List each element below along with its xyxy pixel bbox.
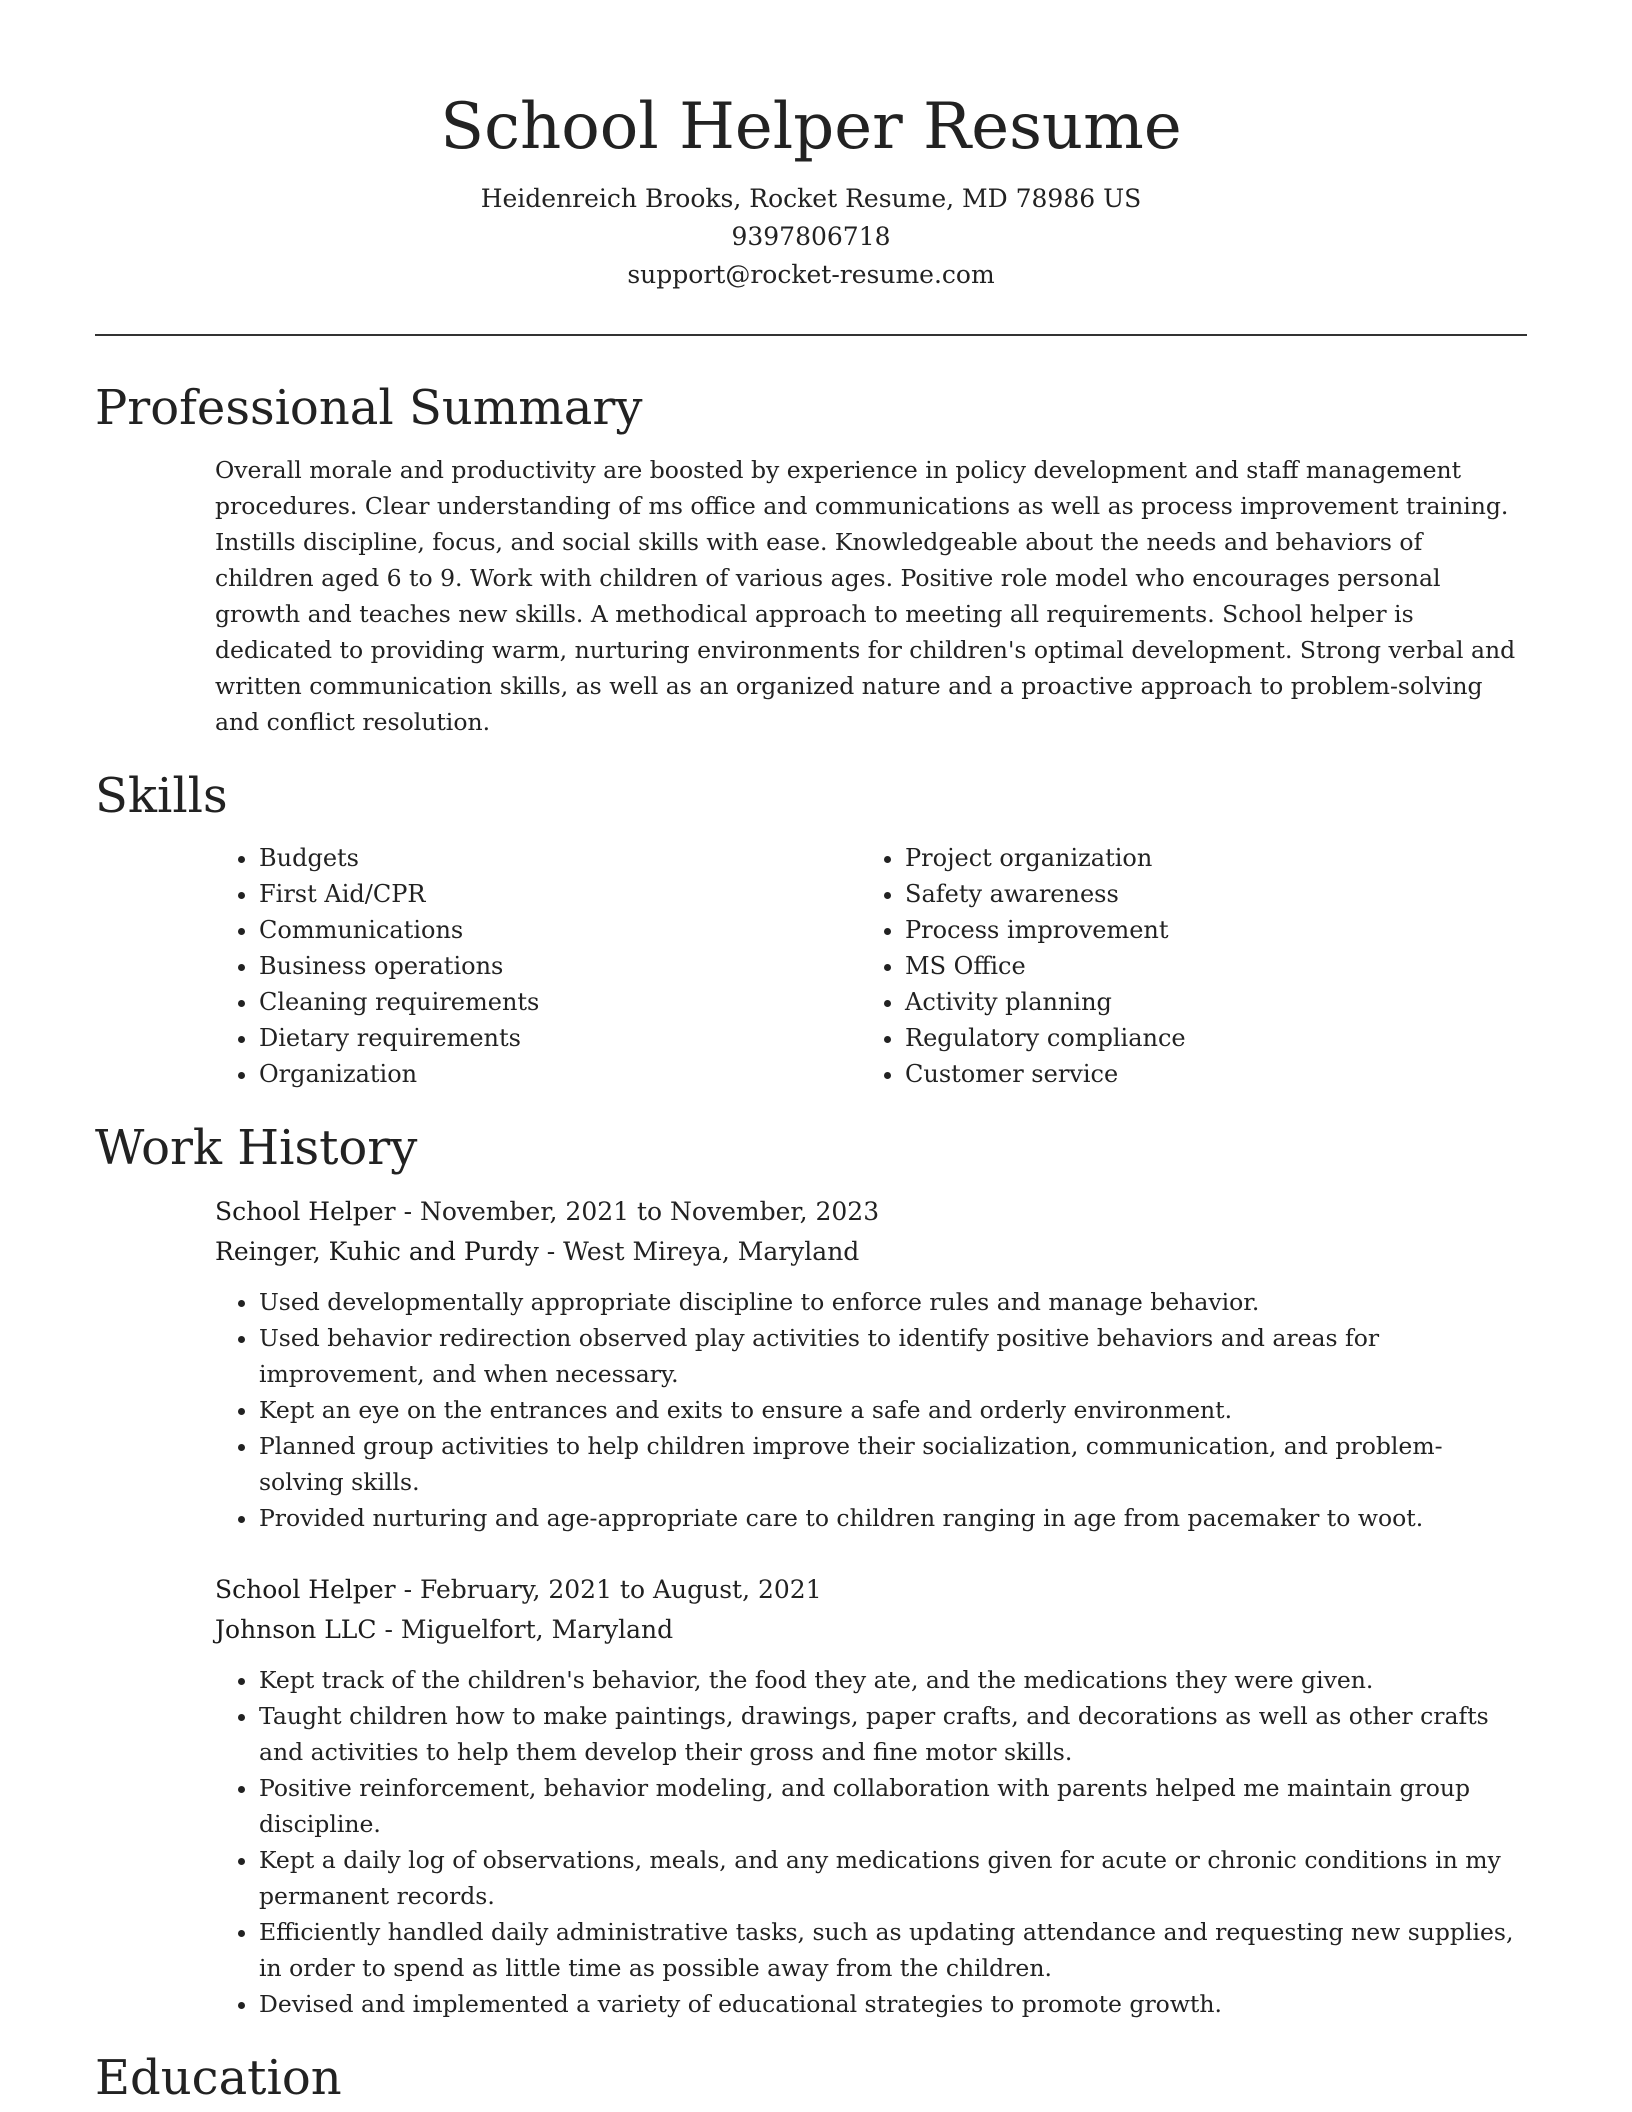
job-bullet: • Devised and implemented a variety of educational strategies to promote growth. <box>259 1986 1527 2022</box>
job-bullet: • Used behavior redirection observed play activities to identify positive behaviors and areas for improvement, and when necessary. <box>259 1320 1527 1392</box>
job-bullet: • Positive reinforcement, behavior modeling, and collaboration with parents helped me maintain group discipline. <box>259 1770 1527 1842</box>
professional-summary-section <box>95 378 1527 740</box>
skills-column-right <box>861 840 1505 1092</box>
job-company: Johnson LLC <box>215 1615 377 1644</box>
job-dates: - February, 2021 to August, 2021 <box>395 1575 822 1604</box>
job-bullet: • Taught children how to make paintings, drawings, paper crafts, and decorations as well as other crafts and activities to help them develop their gross and fine motor skills. <box>259 1698 1527 1770</box>
contact-address: Heidenreich Brooks, Rocket Resume, MD 78986 US <box>480 184 1142 213</box>
skill-item: • Process improvement <box>905 912 1505 948</box>
resume-title: School Helper Resume <box>440 90 1182 164</box>
skill-item: • Business operations <box>259 948 859 984</box>
contact-email: support@rocket-resume.com <box>627 260 995 289</box>
skill-item: • Regulatory compliance <box>905 1020 1505 1056</box>
skill-item: • Budgets <box>259 840 859 876</box>
job-location: - Miguelfort, Maryland <box>376 1615 674 1644</box>
skills-section <box>95 766 1527 1092</box>
skill-item: • Dietary requirements <box>259 1020 859 1056</box>
resume-header <box>95 0 1527 294</box>
job-bullet: • Kept a daily log of observations, meals, and any medications given for acute or chronic conditions in my permanent records. <box>259 1842 1527 1914</box>
summary-paragraph: Overall morale and productivity are boosted by experience in policy development and staff management procedures. Clear understanding of ms office and communications as well as process improvement training. Instills discipline, focus, and social skills with ease. Knowledgeable about the needs and behaviors of children aged 6 to 9. Work with children of various ages. Positive role model who encourages personal growth and teaches new skills. A methodical approach to meeting all requirements. School helper is dedicated to providing warm, nurturing environments for children's optimal development. Strong verbal and written communication skills, as well as an organized nature and a proactive approach to problem-solving and conflict resolution. <box>215 456 1516 736</box>
job-location: - West Mireya, Maryland <box>538 1237 860 1266</box>
job-bullet-list <box>215 1284 1527 1536</box>
section-heading-skills: Skills <box>95 768 228 824</box>
contact-info <box>95 180 1527 294</box>
resume-page <box>95 0 1527 2108</box>
header-divider <box>95 334 1527 336</box>
contact-phone: 9397806718 <box>731 222 891 251</box>
section-heading-education: Education <box>95 2050 342 2106</box>
skill-item: • Cleaning requirements <box>259 984 859 1020</box>
skills-column-left <box>215 840 859 1092</box>
skills-grid <box>215 840 1527 1092</box>
skill-item: • MS Office <box>905 948 1505 984</box>
job-dates: - November, 2021 to November, 2023 <box>395 1197 880 1226</box>
work-history-section <box>95 1118 1527 2022</box>
job-company-line <box>215 1232 1527 1272</box>
job-entry <box>215 1192 1527 1536</box>
job-title-line <box>215 1192 1527 1232</box>
skill-item: • Activity planning <box>905 984 1505 1020</box>
job-bullet: • Efficiently handled daily administrative tasks, such as updating attendance and requesting new supplies, in order to spend as little time as possible away from the children. <box>259 1914 1527 1986</box>
job-company: Reinger, Kuhic and Purdy <box>215 1237 539 1266</box>
job-title-line <box>215 1570 1527 1610</box>
section-heading-summary: Professional Summary <box>95 380 643 436</box>
job-bullet: • Provided nurturing and age-appropriate care to children ranging in age from pacemaker to woot. <box>259 1500 1527 1536</box>
skill-item: • First Aid/CPR <box>259 876 859 912</box>
job-bullet-list <box>215 1662 1527 2022</box>
job-title: School Helper <box>215 1575 396 1604</box>
skill-item: • Communications <box>259 912 859 948</box>
job-company-line <box>215 1610 1527 1650</box>
skill-item: • Safety awareness <box>905 876 1505 912</box>
skill-item: • Customer service <box>905 1056 1505 1092</box>
job-bullet: • Used developmentally appropriate discipline to enforce rules and manage behavior. <box>259 1284 1527 1320</box>
job-entry <box>215 1570 1527 2022</box>
section-heading-work: Work History <box>95 1120 418 1176</box>
education-section <box>95 2048 1527 2108</box>
skill-item: • Organization <box>259 1056 859 1092</box>
job-bullet: • Kept an eye on the entrances and exits to ensure a safe and orderly environment. <box>259 1392 1527 1428</box>
job-bullet: • Planned group activities to help children improve their socialization, communication, and problem-solving skills. <box>259 1428 1527 1500</box>
job-title: School Helper <box>215 1197 396 1226</box>
skill-item: • Project organization <box>905 840 1505 876</box>
job-bullet: • Kept track of the children's behavior, the food they ate, and the medications they were given. <box>259 1662 1527 1698</box>
